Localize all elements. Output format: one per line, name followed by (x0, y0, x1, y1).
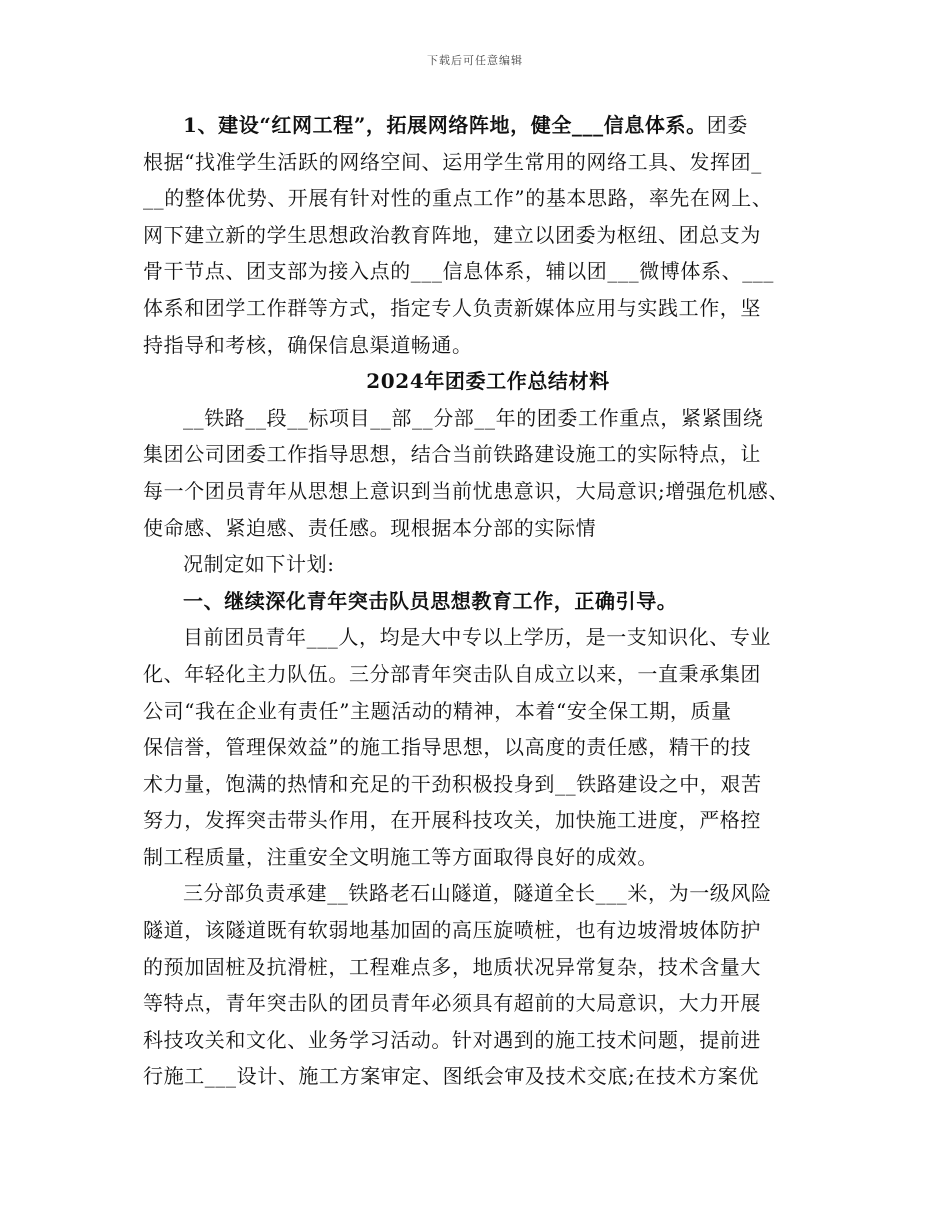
bold-heading-text: 1、建设“红网工程”，拓展网络阵地，健全___信息体系。 (183, 113, 707, 137)
paragraph-line: 体系和团学工作群等方式，指定专人负责新媒体应用与实践工作，坚 (143, 295, 761, 320)
paragraph-line: 化、年轻化主力队伍。三分部青年突击队自成立以来，一直秉承集团 (143, 661, 761, 686)
section-heading: 一、继续深化青年突击队员思想教育工作，正确引导。 (183, 588, 678, 613)
paragraph-line: 行施工___设计、施工方案审定、图纸会审及技术交底;在技术方案优 (143, 1064, 759, 1089)
paragraph-line (143, 107, 833, 144)
paragraph-line: 持指导和考核，确保信息渠道畅通。 (143, 332, 473, 357)
paragraph-line: 科技攻关和文化、业务学习活动。针对遇到的施工技术问题，提前进 (143, 1027, 761, 1052)
paragraph-line: 骨干节点、团支部为接入点的___信息体系，辅以团___微博体系、___ (143, 259, 774, 284)
paragraph-line: 隧道，该隧道既有软弱地基加固的高压旋喷桩，也有边坡滑坡体防护 (143, 918, 761, 943)
paragraph-line: 使命感、紧迫感、责任感。现根据本分部的实际情 (143, 515, 597, 540)
paragraph-line: 公司“我在企业有责任”主题活动的精神，本着“安全保工期，质量 (143, 698, 732, 723)
paragraph-line: 三分部负责承建__铁路老石山隧道，隧道全长___米，为一级风险 (183, 881, 772, 906)
paragraph-line: 的预加固桩及抗滑桩，工程难点多，地质状况异常复杂，技术含量大 (143, 954, 761, 979)
document-title: 2024年团委工作总结材料 (366, 369, 610, 394)
paragraph-line: __铁路__段__标项目__部__分部__年的团委工作重点，紧紧围绕 (183, 405, 764, 430)
paragraph-line: 术力量，饱满的热情和充足的干劲积极投身到__铁路建设之中，艰苦 (143, 771, 762, 796)
paragraph-line: 况制定如下计划: (183, 552, 335, 577)
paragraph-line: 目前团员青年___人，均是大中专以上学历，是一支知识化、专业 (183, 625, 771, 650)
paragraph-line: 努力，发挥突击带头作用，在开展科技攻关，加快施工进度，严格控 (143, 808, 761, 833)
document-body (143, 107, 833, 1095)
paragraph-line: 制工程质量，注重安全文明施工等方面取得良好的成效。 (143, 844, 658, 869)
paragraph-line: 集团公司团委工作指导思想，结合当前铁路建设施工的实际特点，让 (143, 442, 761, 467)
paragraph-line: 每一个团员青年从思想上意识到当前忧患意识，大局意识;增强危机感、 (143, 478, 789, 503)
paragraph-line: 网下建立新的学生思想政治教育阵地，建立以团委为枢纽、团总支为 (143, 222, 761, 247)
paragraph-line: 保信誉，管理保效益”的施工指导思想，以高度的责任感，精干的技 (143, 735, 752, 760)
line-text: 团委 (706, 113, 748, 137)
header-note: 下载后可任意编辑 (427, 54, 523, 67)
paragraph-line: 根据“找准学生活跃的网络空间、运用学生常用的网络工具、发挥团_ (143, 149, 762, 174)
paragraph-line: 等特点，青年突击队的团员青年必须具有超前的大局意识，大力开展 (143, 991, 761, 1016)
paragraph-line: __的整体优势、开展有针对性的重点工作”的基本思路，率先在网上、 (143, 186, 773, 211)
